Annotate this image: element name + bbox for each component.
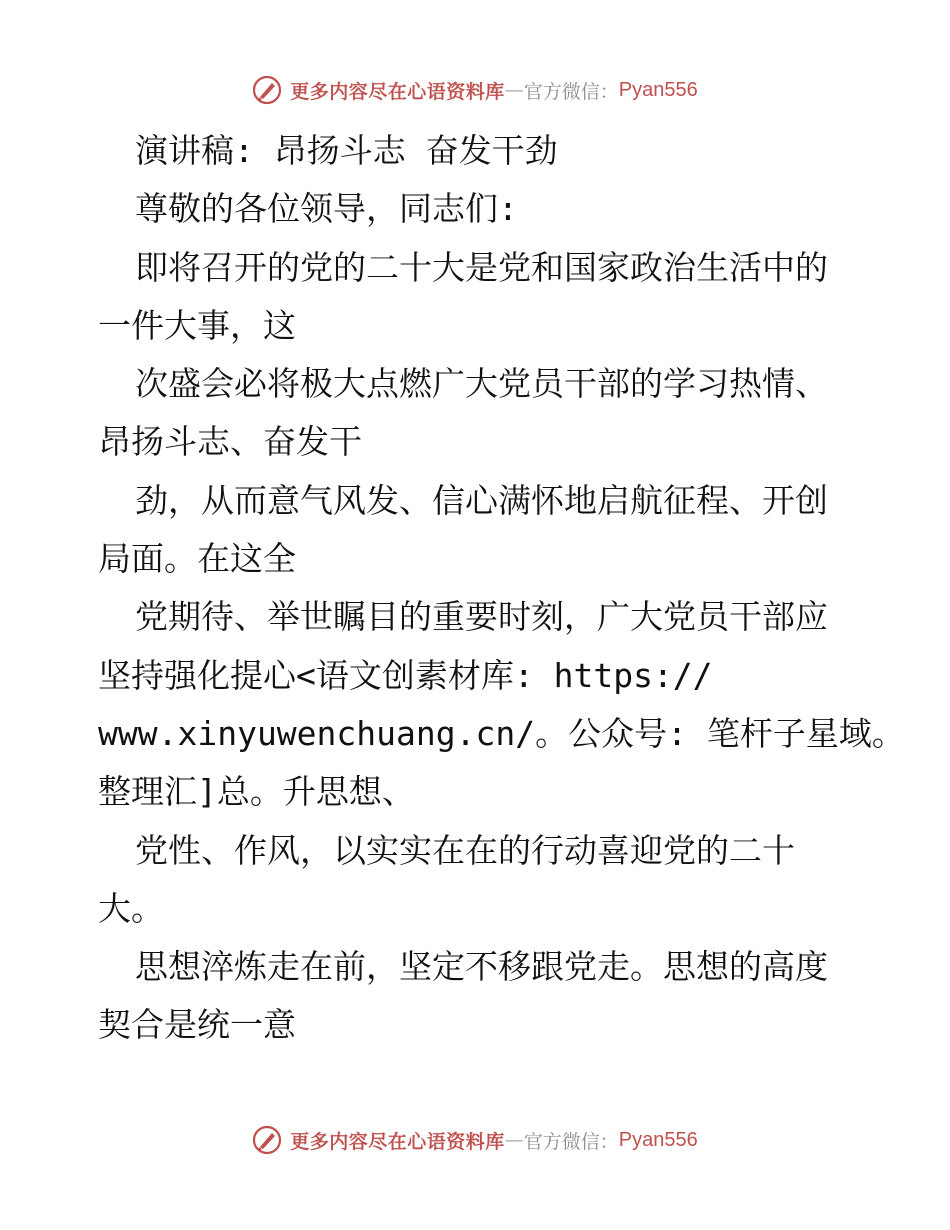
- doc-line: 党性、作风，以实实在在的行动喜迎党的二十: [135, 830, 795, 870]
- document-body: [98, 122, 905, 1055]
- doc-salutation: 尊敬的各位领导，同志们:: [135, 189, 518, 229]
- doc-line: 思想淬炼走在前，坚定不移跟党走。思想的高度: [135, 947, 828, 987]
- doc-line: 次盛会必将极大点燃广大党员干部的学习热情、: [135, 364, 828, 404]
- doc-line: 坚持强化提心<语文创素材库: https://: [98, 655, 713, 695]
- header-banner: [0, 72, 950, 108]
- doc-line: 党期待、举世瞩目的重要时刻，广大党员干部应: [135, 597, 828, 637]
- doc-line: 契合是统一意: [98, 1005, 296, 1045]
- footer-site-text: 更多内容尽在心语资料库: [290, 1130, 505, 1153]
- doc-line: 整理汇]总。升思想、: [98, 772, 415, 812]
- footer-separator: —: [504, 1129, 524, 1151]
- header-wechat-id: Pyan556: [618, 78, 698, 101]
- doc-title: 演讲稿: 昂扬斗志 奋发干劲: [135, 131, 558, 170]
- footer-banner: [0, 1122, 950, 1158]
- header-separator: —: [504, 79, 524, 101]
- doc-line: 昂扬斗志、奋发干: [98, 422, 362, 462]
- doc-line: 劲，从而意气风发、信心满怀地启航征程、开创: [135, 480, 828, 520]
- doc-line: 大。: [98, 888, 164, 928]
- header-site-text: 更多内容尽在心语资料库: [290, 80, 505, 103]
- footer-wechat-label: 官方微信：: [523, 1130, 619, 1153]
- doc-line: 局面。在这全: [98, 539, 296, 579]
- doc-line: www.xinyuwenchuang.cn/。公众号: 笔杆子星域。: [98, 713, 905, 753]
- footer-wechat-id: Pyan556: [618, 1128, 698, 1151]
- header-wechat-label: 官方微信：: [523, 80, 619, 103]
- quill-logo-icon: [252, 75, 282, 105]
- doc-line: 一件大事，这: [98, 305, 296, 345]
- doc-line: 即将召开的党的二十大是党和国家政治生活中的: [135, 247, 828, 287]
- quill-logo-icon: [252, 1125, 282, 1155]
